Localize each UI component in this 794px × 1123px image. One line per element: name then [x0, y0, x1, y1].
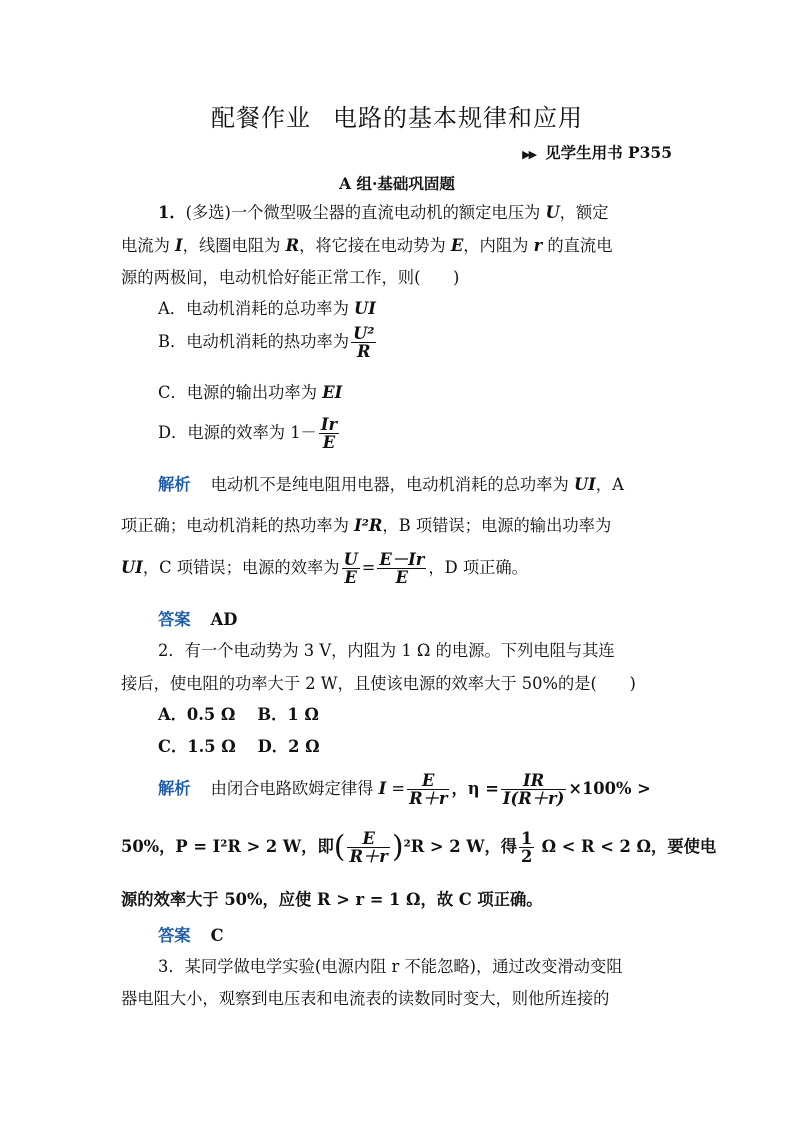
q2-explanation-line-3: 源的效率大于 50%，应使 R > r = 1 Ω，故 C 项正确。 — [121, 890, 543, 909]
q1-option-d: D．电源的效率为 1－ $\frac{Ir}{E}$ — [158, 415, 338, 453]
q2-line-1: 2．有一个电动势为 3 V，内阻为 1 Ω 的电源。下列电阻与其连 — [158, 641, 615, 660]
q3-line-2: 器电阻大小，观察到电压表和电流表的读数同时变大，则他所连接的 — [121, 989, 610, 1008]
q1-answer: 答案 AD — [158, 610, 238, 629]
q3-line-1: 3．某同学做电学实验(电源内阻 r 不能忽略)，通过改变滑动变阻 — [158, 957, 623, 976]
q1-line-2: 电流为 I，线圈电阻为 R，将它接在电动势为 E，内阻为 r 的直流电 — [121, 236, 613, 255]
q1-explanation-line-3: UI，C 项错误；电源的效率为 $\frac{U}{E}$ = $\frac{E-Ir}{E}$ ，D 项正确。 — [121, 550, 528, 588]
fraction-ir-over-i-r-plus-r: $\frac{IR}{I(R+r)}$ — [502, 771, 565, 809]
fraction-u-over-e: $\frac{U}{E}$ — [343, 550, 358, 588]
q1-line-3: 源的两极间，电动机恰好能正常工作，则( ) — [121, 268, 460, 287]
q1-option-a: A．电动机消耗的总功率为 UI — [158, 299, 376, 318]
fraction-ir-over-e: $\frac{Ir}{E}$ — [320, 415, 338, 453]
fraction-e-over-r-plus-r-squared: $\frac{E}{R+r}$ — [349, 829, 388, 867]
title-part-2: 电路的基本规律和应用 — [333, 104, 583, 132]
explanation-label: 解析 — [158, 779, 191, 799]
q1-option-c: C．电源的输出功率为 EI — [158, 383, 343, 402]
group-heading: A 组·基础巩固题 — [339, 174, 455, 193]
fraction-e-over-r-plus-r: $\frac{E}{R+r}$ — [409, 771, 448, 809]
book-reference — [522, 141, 672, 163]
explanation-label: 解析 — [158, 475, 191, 494]
book-reference-text: 见学生用书 P355 — [545, 143, 672, 162]
answer-label: 答案 — [158, 926, 191, 945]
q2-answer: 答案 C — [158, 926, 224, 945]
q1-explanation-line-2: 项正确；电动机消耗的热功率为 I²R，B 项错误；电源的输出功率为 — [121, 516, 612, 535]
page-title — [0, 98, 794, 133]
q2-options-cd: C．1.5 Ω D．2 Ω — [158, 737, 320, 756]
q2-explanation-line-1: 解析 由闭合电路欧姆定律得 I = $\frac{E}{R+r}$ ，η = $\frac{IR}{I(R+r)}$ ×100% > — [158, 771, 651, 809]
fraction-one-half: $\frac{1}{2}$ — [521, 829, 533, 867]
q1-explanation-line-1: 解析 电动机不是纯电阻用电器，电动机消耗的总功率为 UI，A — [158, 475, 624, 494]
q1-option-b: B．电动机消耗的热功率为 $\frac{\text{U²}}{R}$ — [158, 324, 375, 362]
q2-line-2: 接后，使电阻的功率大于 2 W，且使该电源的效率大于 50%的是( ) — [121, 674, 636, 693]
fraction-e-minus-ir-over-e: $\frac{E-Ir}{E}$ — [379, 550, 425, 588]
q1-line-1: 1．(多选)一个微型吸尘器的直流电动机的额定电压为 U，额定 — [158, 203, 609, 222]
answer-label: 答案 — [158, 610, 191, 629]
q2-options-ab: A．0.5 Ω B．1 Ω — [158, 705, 319, 724]
fraction-u2-over-r: $\frac{\text{U²}}{R}$ — [353, 324, 375, 362]
q2-explanation-line-2: 50%，P = I²R > 2 W，即( $\frac{E}{R+r}$ )²R > 2 W，得 $\frac{1}{2}$ Ω < R < 2 Ω，要使电 — [121, 829, 717, 867]
title-part-1: 配餐作业 — [211, 104, 311, 132]
double-arrow-icon: ▶▶ — [522, 148, 536, 161]
